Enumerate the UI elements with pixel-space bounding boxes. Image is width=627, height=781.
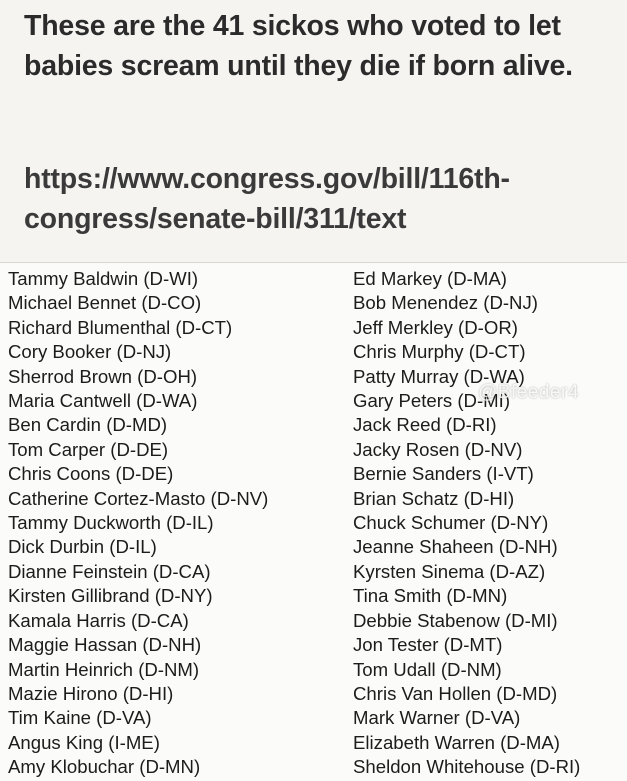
senator-name: Jeff Merkley (D-OR) (353, 316, 518, 338)
senator-name: Jacky Rosen (D-NV) (353, 438, 523, 460)
senator-name: Sheldon Whitehouse (D-RI) (353, 756, 581, 778)
header-area (0, 0, 627, 262)
senator-name: Tammy Duckworth (D-IL) (8, 512, 214, 534)
senator-name: Cory Booker (D-NJ) (8, 341, 172, 363)
senator-name: Chris Coons (D-DE) (8, 463, 174, 485)
senator-name: Patty Murray (D-WA) (353, 365, 525, 387)
senator-name: Brian Schatz (D-HI) (353, 487, 515, 509)
senator-name: Chris Van Hollen (D-MD) (353, 682, 558, 704)
senator-list-panel (0, 262, 627, 781)
senator-list-right (353, 267, 580, 780)
senator-name: Amy Klobuchar (D-MN) (8, 756, 201, 778)
senator-name: Catherine Cortez-Masto (D-NV) (8, 487, 269, 509)
senator-name: Elizabeth Warren (D-MA) (353, 731, 560, 753)
senator-name: Kirsten Gillibrand (D-NY) (8, 585, 213, 607)
senator-name: Mazie Hirono (D-HI) (8, 682, 174, 704)
headline: These are the 41 sickos who voted to let babies scream until they die if born alive. (24, 10, 573, 82)
senator-name: Bob Menendez (D-NJ) (353, 292, 538, 314)
bill-url: https://www.congress.gov/bill/116th-congress/senate-bill/311/text (24, 163, 510, 235)
senator-name: Tina Smith (D-MN) (353, 585, 508, 607)
senator-name: Kamala Harris (D-CA) (8, 609, 189, 631)
senator-name: Ben Cardin (D-MD) (8, 414, 168, 436)
senator-name: Debbie Stabenow (D-MI) (353, 609, 558, 631)
senator-name: Tammy Baldwin (D-WI) (8, 268, 199, 289)
senator-name: Kyrsten Sinema (D-AZ) (353, 560, 546, 582)
senator-name: Richard Blumenthal (D-CT) (8, 316, 233, 338)
senator-name: Michael Bennet (D-CO) (8, 292, 202, 314)
senator-name: Gary Peters (D-MI) (353, 390, 511, 412)
senator-name: Sherrod Brown (D-OH) (8, 365, 198, 387)
senator-name: Chris Murphy (D-CT) (353, 341, 526, 363)
senator-name: Tom Udall (D-NM) (353, 658, 502, 680)
senator-name: Jack Reed (D-RI) (353, 414, 497, 436)
senator-name: Angus King (I-ME) (8, 731, 160, 753)
senator-name: Bernie Sanders (I-VT) (353, 463, 534, 485)
senator-name: Tom Carper (D-DE) (8, 438, 169, 460)
senator-list-left (8, 267, 268, 780)
senator-name: Maria Cantwell (D-WA) (8, 390, 198, 412)
senator-name: Martin Heinrich (D-NM) (8, 658, 200, 680)
senator-name: Tim Kaine (D-VA) (8, 707, 152, 729)
senator-name: Dianne Feinstein (D-CA) (8, 560, 211, 582)
senator-name: Jeanne Shaheen (D-NH) (353, 536, 558, 558)
senator-name: Maggie Hassan (D-NH) (8, 634, 202, 656)
senator-name: Chuck Schumer (D-NY) (353, 512, 549, 534)
senator-name: Dick Durbin (D-IL) (8, 536, 157, 558)
senator-name: Ed Markey (D-MA) (353, 268, 507, 289)
senator-name: Mark Warner (D-VA) (353, 707, 521, 729)
senator-name: Jon Tester (D-MT) (353, 634, 503, 656)
watermark: @Bfeeder4 (478, 382, 579, 403)
